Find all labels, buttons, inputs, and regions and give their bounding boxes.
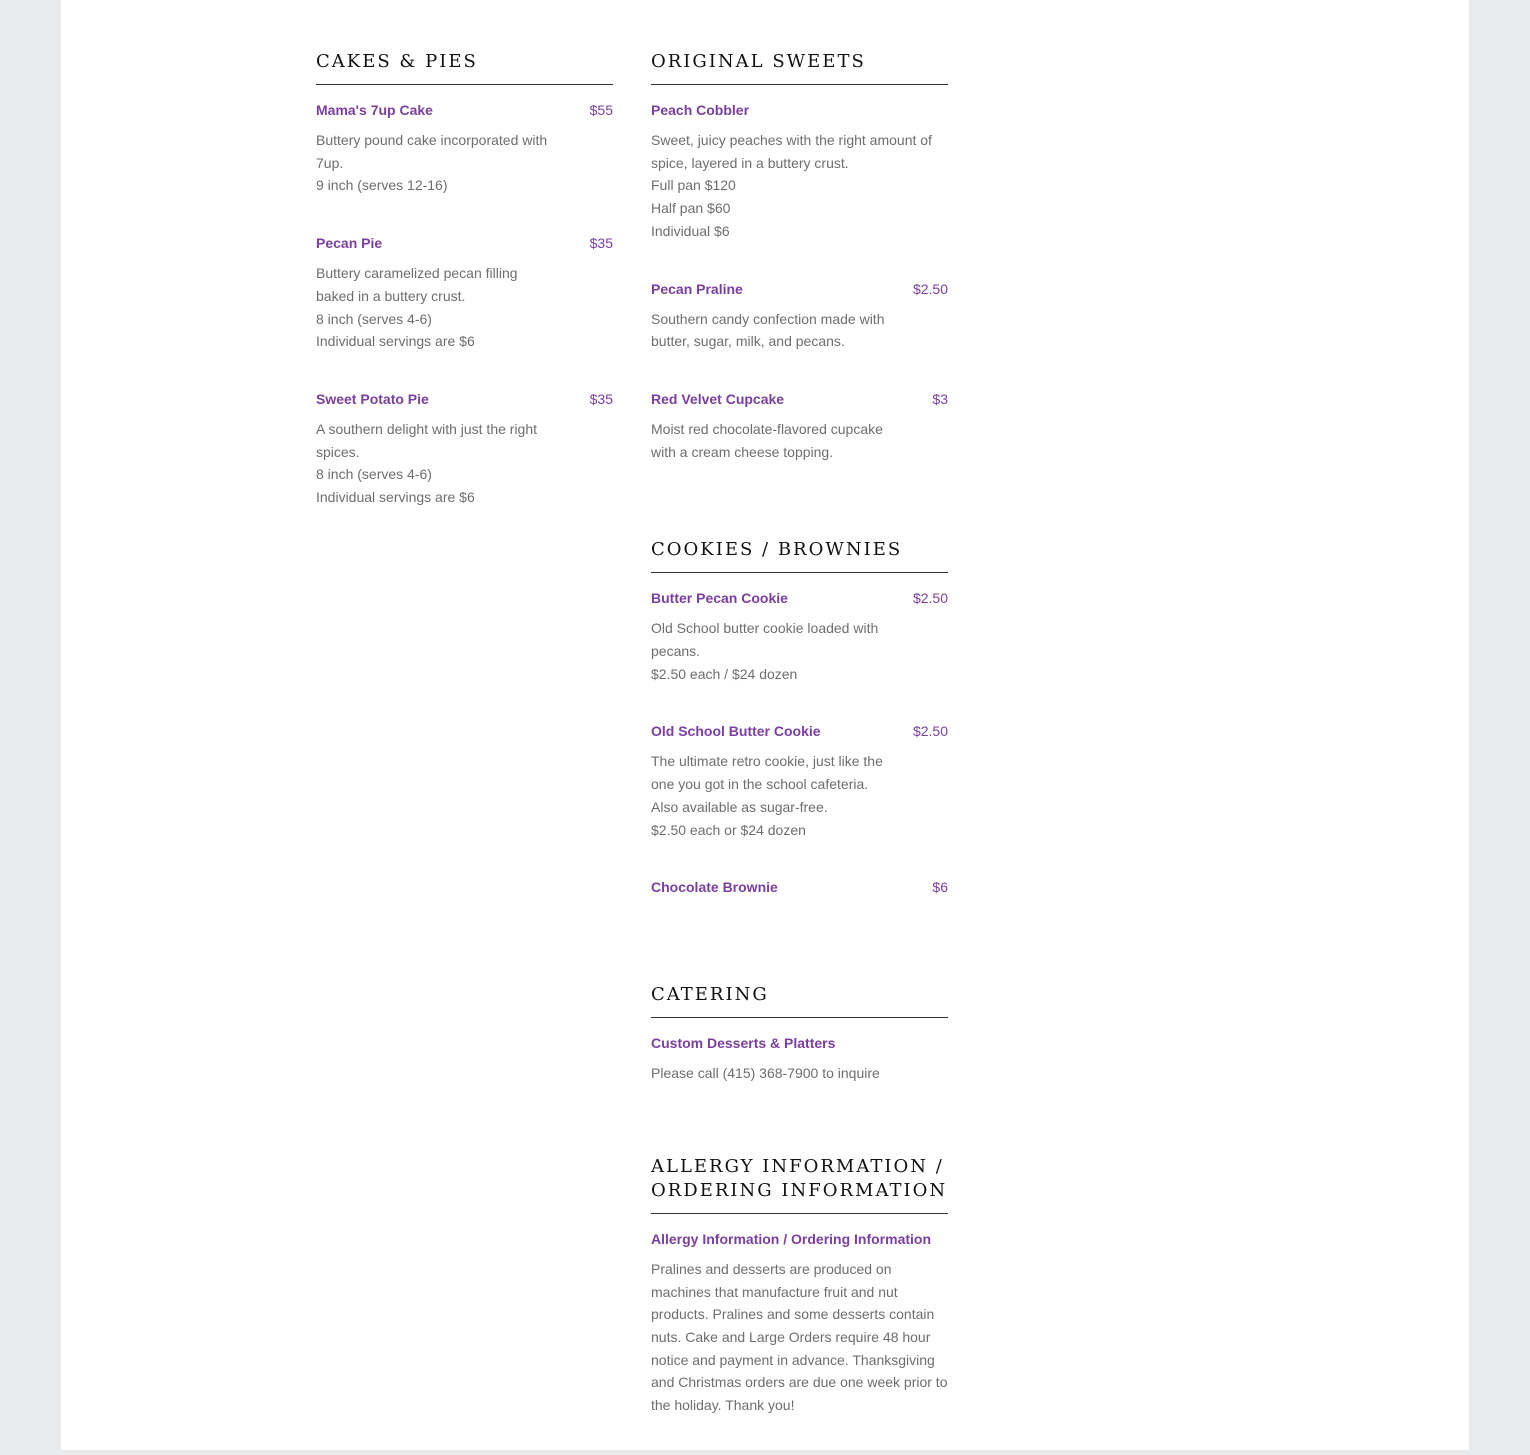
item-description-line: Also available as sugar-free. xyxy=(651,798,828,815)
menu-item xyxy=(651,388,948,463)
item-price: $35 xyxy=(589,235,613,252)
item-name: Sweet Potato Pie xyxy=(316,390,429,407)
menu-items xyxy=(651,85,948,463)
item-price: $2.50 xyxy=(912,723,948,740)
menu-item xyxy=(651,720,948,841)
item-description xyxy=(651,750,886,841)
section-title: ALLERGY INFORMATION / ORDERING INFORMATION xyxy=(651,1155,948,1214)
section-original-sweets xyxy=(651,50,948,463)
section-title: ORIGINAL SWEETS xyxy=(651,50,948,85)
item-description-line: Half pan $60 xyxy=(651,200,731,217)
item-name: Butter Pecan Cookie xyxy=(651,590,788,607)
item-name: Red Velvet Cupcake xyxy=(651,390,785,407)
item-price: $2.50 xyxy=(912,280,948,297)
menu-item xyxy=(316,99,613,197)
item-price: $6 xyxy=(932,879,948,896)
item-price: $55 xyxy=(589,102,613,118)
item-name: Custom Desserts & Platters xyxy=(651,1035,836,1052)
menu-items xyxy=(316,85,613,509)
section-title: CATERING xyxy=(651,983,948,1018)
item-name: Pecan Pie xyxy=(316,235,383,252)
item-description-line: Old School butter cookie loaded with pecans. xyxy=(651,620,879,660)
item-description-line: Sweet, juicy peaches with the right amount of spice, layered in a buttery crust. xyxy=(651,132,932,171)
item-name: Peach Cobbler xyxy=(651,102,750,118)
item-description-line: 9 inch (serves 12-16) xyxy=(316,177,448,194)
item-description xyxy=(651,308,886,353)
menu-item xyxy=(651,278,948,353)
item-description-line: Individual $6 xyxy=(651,222,730,239)
item-description-line: $2.50 each or $24 dozen xyxy=(651,821,806,838)
item-price: $2.50 xyxy=(912,590,948,607)
item-description-line: Southern candy confection made with butter, sugar, milk, and pecans. xyxy=(651,310,885,350)
section-cookies-brownies xyxy=(651,538,948,898)
section-allergy-ordering xyxy=(651,1155,948,1417)
section-catering xyxy=(651,983,948,1085)
item-price: $35 xyxy=(589,390,613,407)
item-description xyxy=(651,129,948,243)
item-price: $3 xyxy=(932,390,948,407)
section-cakes-pies xyxy=(316,50,613,509)
menu-items xyxy=(651,1214,948,1417)
item-description xyxy=(316,129,551,197)
menu-item xyxy=(651,1228,948,1417)
item-description xyxy=(316,418,551,509)
menu-items xyxy=(651,573,948,898)
section-title: COOKIES / BROWNIES xyxy=(651,538,948,573)
item-description-line: A southern delight with just the right spices. xyxy=(316,420,538,460)
item-description-line: Moist red chocolate-flavored cupcake with a cream cheese topping. xyxy=(651,420,883,460)
menu-item xyxy=(316,232,613,353)
menu-item xyxy=(651,876,948,898)
menu-column-right xyxy=(651,50,948,1455)
item-description xyxy=(651,1062,948,1085)
menu-item xyxy=(651,587,948,685)
item-name: Chocolate Brownie xyxy=(651,879,778,896)
page-content xyxy=(61,0,1469,1450)
section-title: CAKES & PIES xyxy=(316,50,613,85)
item-description-line: Full pan $120 xyxy=(651,177,736,194)
item-name: Allergy Information / Ordering Information xyxy=(651,1230,932,1247)
item-description-line: 8 inch (serves 4-6) xyxy=(316,310,432,327)
menu-item xyxy=(651,1032,948,1085)
item-description xyxy=(316,262,551,353)
item-description-line: The ultimate retro cookie, just like the one you got in the school cafeteria. xyxy=(651,753,883,793)
menu-column-left xyxy=(316,50,613,547)
item-description-line: Buttery pound cake incorporated with 7up. xyxy=(316,132,548,171)
item-description xyxy=(651,418,886,463)
menu-item xyxy=(651,99,948,243)
item-name: Mama's 7up Cake xyxy=(316,102,433,118)
item-description-line: Pralines and desserts are produced on machines that manufacture fruit and nut products. Pralines and some desserts contain nuts. Cake and Large Orders require 48 hour notice and payment in advance. Thanksgiving and Christmas orders are due one week prior to the holiday. Thank you! xyxy=(651,1260,948,1414)
item-description-line: Buttery caramelized pecan filling baked in a buttery crust. xyxy=(316,265,518,304)
item-description-line: Please call (415) 368-7900 to inquire xyxy=(651,1065,880,1082)
menu-items xyxy=(651,1018,948,1085)
item-description-line: $2.50 each / $24 dozen xyxy=(651,665,798,682)
item-description-line: Individual servings are $6 xyxy=(316,489,475,506)
item-name: Old School Butter Cookie xyxy=(651,723,821,740)
item-name: Pecan Praline xyxy=(651,280,743,297)
item-description-line: Individual servings are $6 xyxy=(316,333,475,350)
item-description xyxy=(651,617,886,685)
item-description xyxy=(651,1258,948,1417)
menu-item xyxy=(316,388,613,509)
item-description-line: 8 inch (serves 4-6) xyxy=(316,466,432,483)
